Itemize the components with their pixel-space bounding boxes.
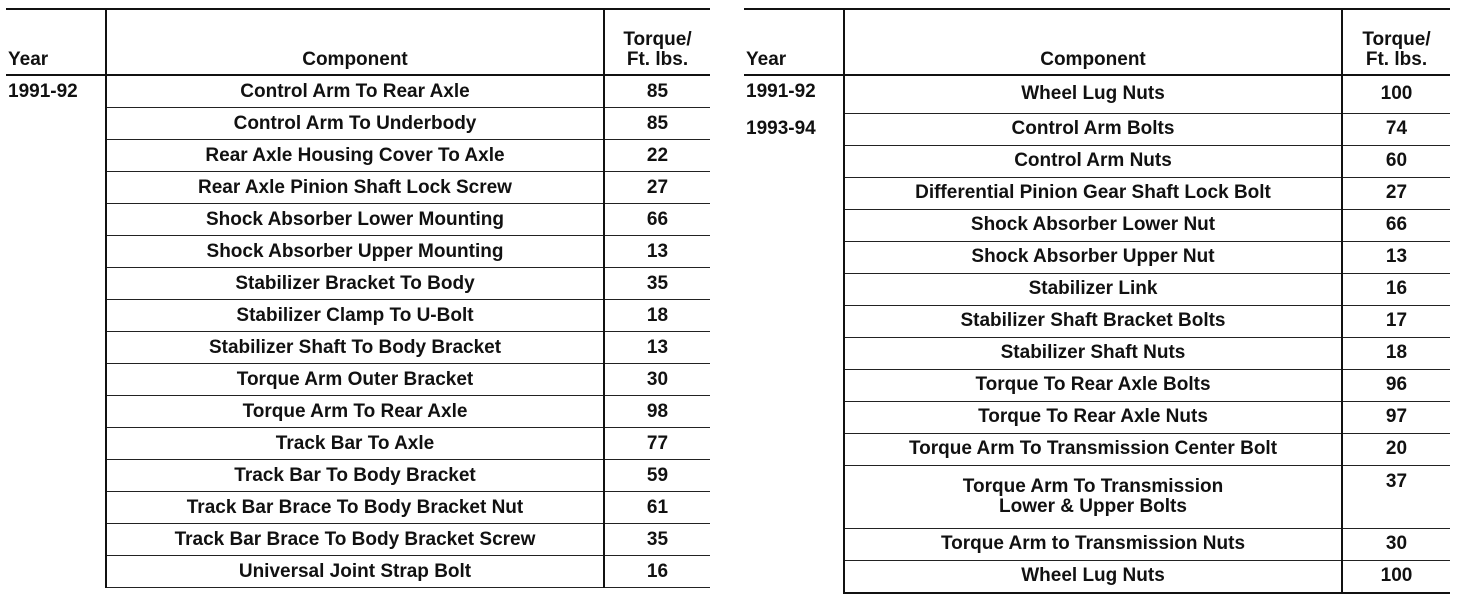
- table-row: [6, 556, 710, 588]
- torque-cell: 100: [1342, 560, 1450, 593]
- header-year: Year: [6, 9, 106, 75]
- torque-cell: 98: [604, 396, 710, 428]
- component-cell: Shock Absorber Lower Mounting: [106, 204, 604, 236]
- table-row: [744, 528, 1450, 560]
- torque-cell: 60: [1342, 145, 1450, 177]
- header-torque: [1342, 9, 1450, 75]
- torque-cell: 30: [604, 364, 710, 396]
- torque-cell: 74: [1342, 113, 1450, 145]
- header-component: Component: [106, 9, 604, 75]
- component-cell: Torque Arm Outer Bracket: [106, 364, 604, 396]
- table-row: [6, 300, 710, 332]
- header-torque-line2: Ft. lbs.: [1365, 49, 1428, 70]
- component-cell: Universal Joint Strap Bolt: [106, 556, 604, 588]
- torque-cell: 18: [1342, 337, 1450, 369]
- header-torque: [604, 9, 710, 75]
- component-cell: Torque To Rear Axle Bolts: [844, 369, 1342, 401]
- table-row: [6, 108, 710, 140]
- table-row: [744, 369, 1450, 401]
- table-row: [744, 305, 1450, 337]
- table-row: [6, 332, 710, 364]
- table-body-right: [744, 75, 1450, 593]
- torque-cell: 61: [604, 492, 710, 524]
- table-row: [6, 364, 710, 396]
- torque-cell: 66: [604, 204, 710, 236]
- table-row: [6, 140, 710, 172]
- component-cell: Wheel Lug Nuts: [844, 560, 1342, 593]
- component-cell: Stabilizer Clamp To U-Bolt: [106, 300, 604, 332]
- torque-cell: 13: [604, 236, 710, 268]
- component-cell: Torque To Rear Axle Nuts: [844, 401, 1342, 433]
- table-row: [744, 273, 1450, 305]
- year-cell: 1991-92: [8, 81, 78, 102]
- component-cell: Rear Axle Housing Cover To Axle: [106, 140, 604, 172]
- torque-cell: 35: [604, 524, 710, 556]
- component-cell: Stabilizer Shaft Bracket Bolts: [844, 305, 1342, 337]
- component-cell: Shock Absorber Upper Nut: [844, 241, 1342, 273]
- component-cell: Track Bar To Axle: [106, 428, 604, 460]
- component-cell: Control Arm Nuts: [844, 145, 1342, 177]
- table-row: [6, 236, 710, 268]
- table-row: [744, 145, 1450, 177]
- component-cell: Stabilizer Shaft Nuts: [844, 337, 1342, 369]
- header-component: Component: [844, 9, 1342, 75]
- torque-cell: 13: [1342, 241, 1450, 273]
- header-torque-line2: Ft. lbs.: [626, 49, 689, 70]
- component-cell: Control Arm Bolts: [844, 113, 1342, 145]
- torque-cell: 66: [1342, 209, 1450, 241]
- torque-cell: 35: [604, 268, 710, 300]
- component-cell: Stabilizer Shaft To Body Bracket: [106, 332, 604, 364]
- table-row: [744, 177, 1450, 209]
- torque-cell: 27: [1342, 177, 1450, 209]
- table-body-left: [6, 75, 710, 588]
- component-cell: Wheel Lug Nuts: [844, 75, 1342, 113]
- component-cell: Shock Absorber Lower Nut: [844, 209, 1342, 241]
- table-row: [6, 460, 710, 492]
- header-row: [744, 9, 1450, 75]
- table-row: [744, 113, 1450, 145]
- table-row: [744, 401, 1450, 433]
- table-row: [6, 172, 710, 204]
- torque-cell: 20: [1342, 433, 1450, 465]
- table-row: [744, 337, 1450, 369]
- table-row: [6, 396, 710, 428]
- component-cell: Stabilizer Link: [844, 273, 1342, 305]
- table-row: [6, 204, 710, 236]
- year-cell: 1991-92: [746, 81, 816, 102]
- table-row: [6, 492, 710, 524]
- table-row: [6, 75, 710, 108]
- table-row: [6, 428, 710, 460]
- component-cell: Control Arm To Underbody: [106, 108, 604, 140]
- component-cell: Control Arm To Rear Axle: [106, 75, 604, 108]
- component-cell: Track Bar To Body Bracket: [106, 460, 604, 492]
- header-torque-line1: Torque/: [1362, 29, 1431, 50]
- torque-cell: 97: [1342, 401, 1450, 433]
- torque-cell: 85: [604, 75, 710, 108]
- table-row: [744, 241, 1450, 273]
- torque-table-left: [6, 8, 710, 588]
- torque-cell: 27: [604, 172, 710, 204]
- torque-table-right: [744, 8, 1450, 594]
- table-row: [744, 433, 1450, 465]
- torque-cell: 16: [1342, 273, 1450, 305]
- component-cell: Torque Arm To Transmission Center Bolt: [844, 433, 1342, 465]
- component-cell: Rear Axle Pinion Shaft Lock Screw: [106, 172, 604, 204]
- component-cell: Stabilizer Bracket To Body: [106, 268, 604, 300]
- torque-cell: 30: [1342, 528, 1450, 560]
- table-row: [6, 524, 710, 556]
- table-row: [744, 209, 1450, 241]
- torque-cell: 100: [1342, 75, 1450, 113]
- torque-cell: 59: [604, 460, 710, 492]
- header-year: Year: [744, 9, 844, 75]
- torque-cell: 37: [1342, 465, 1450, 528]
- component-cell: Differential Pinion Gear Shaft Lock Bolt: [844, 177, 1342, 209]
- torque-cell: 17: [1342, 305, 1450, 337]
- header-torque-line1: Torque/: [623, 29, 692, 50]
- component-cell: Track Bar Brace To Body Bracket Screw: [106, 524, 604, 556]
- component-cell: Torque Arm To Rear Axle: [106, 396, 604, 428]
- year-cell: 1993-94: [746, 118, 816, 139]
- torque-cell: 13: [604, 332, 710, 364]
- component-cell: Shock Absorber Upper Mounting: [106, 236, 604, 268]
- torque-cell: 18: [604, 300, 710, 332]
- component-cell: Torque Arm to Transmission Nuts: [844, 528, 1342, 560]
- table-row: [744, 465, 1450, 528]
- torque-cell: 85: [604, 108, 710, 140]
- table-row: [744, 75, 1450, 113]
- component-cell: Torque Arm To Transmission Lower & Upper Bolts: [844, 465, 1342, 528]
- torque-cell: 16: [604, 556, 710, 588]
- torque-cell: 77: [604, 428, 710, 460]
- table-row: [6, 268, 710, 300]
- torque-cell: 96: [1342, 369, 1450, 401]
- table-row: [744, 560, 1450, 593]
- header-row: [6, 9, 710, 75]
- component-cell: Track Bar Brace To Body Bracket Nut: [106, 492, 604, 524]
- torque-cell: 22: [604, 140, 710, 172]
